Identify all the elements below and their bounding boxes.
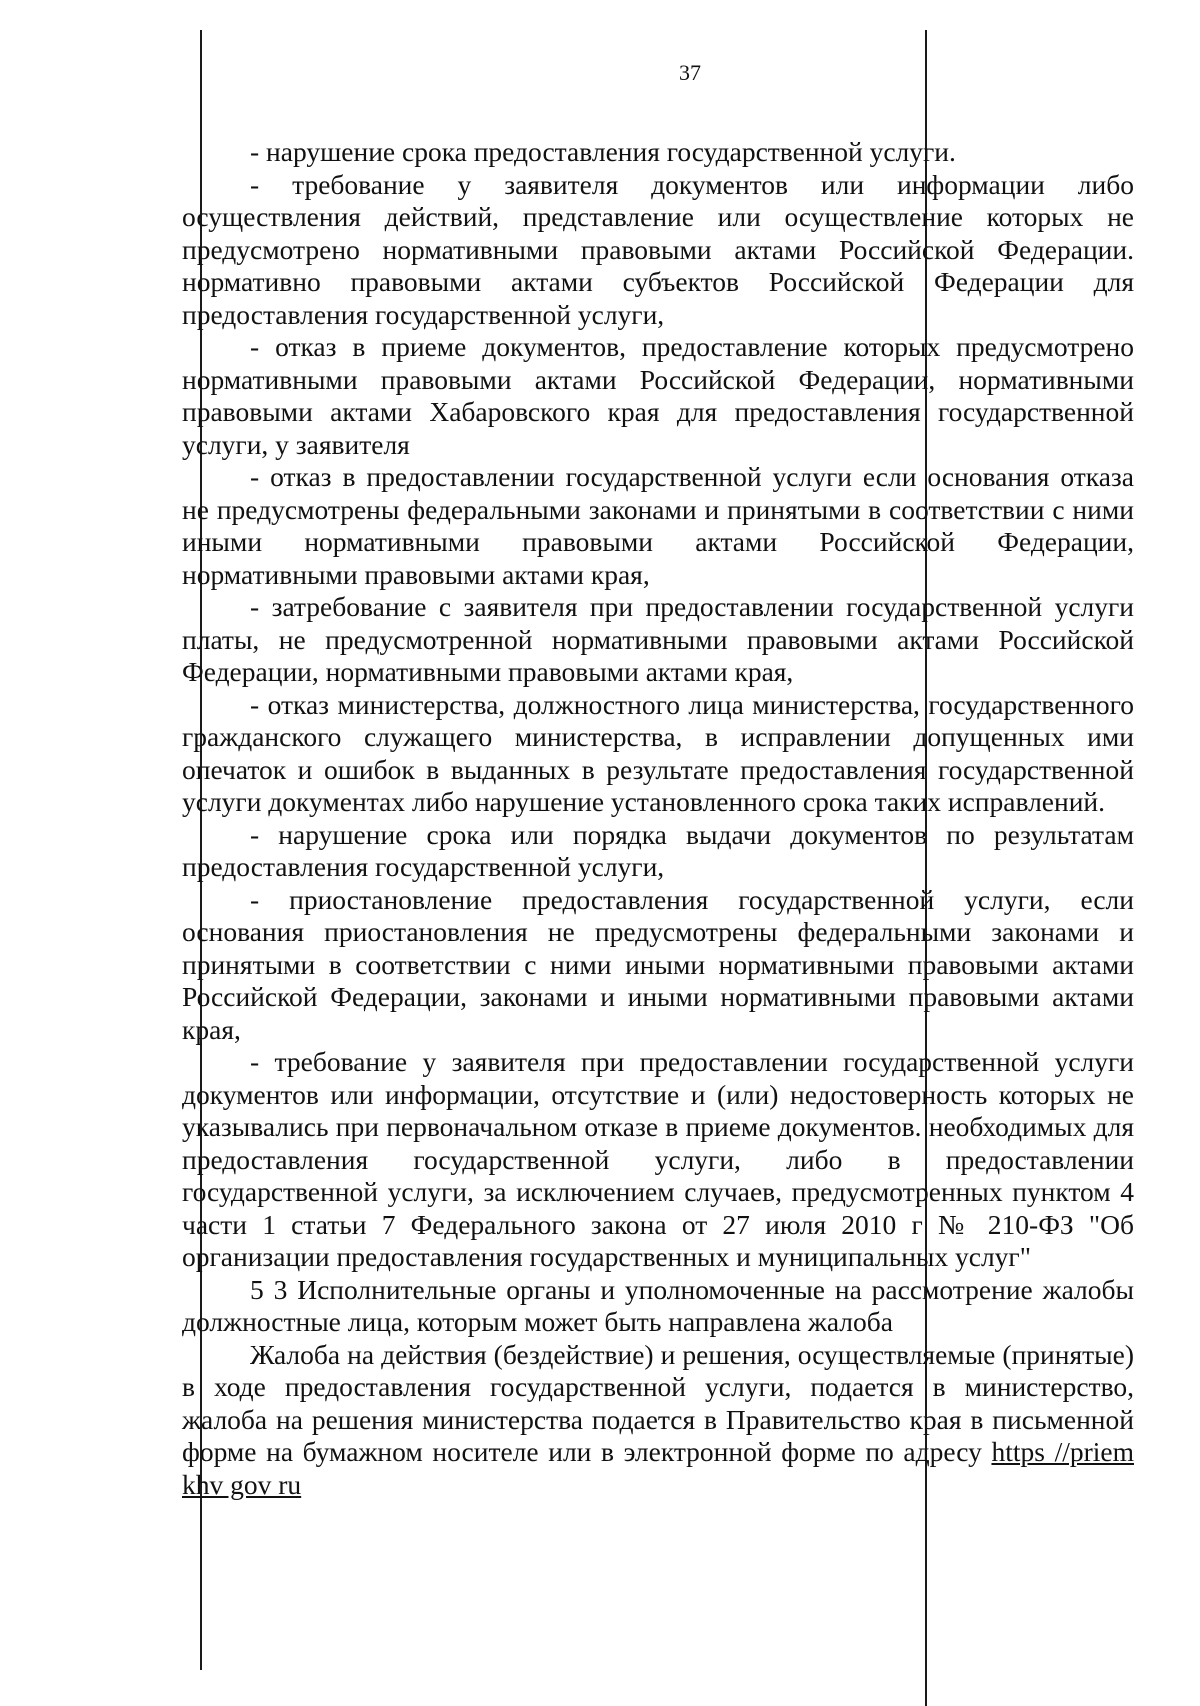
- paragraph-2: - требование у заявителя документов или информации либо осуществления действий, представление или осуществление которых не предусмотрено нормативными правовыми актами Российской Федерации. нормативно правовыми актами субъектов Российской Федерации для предоставления государственной услуги,: [182, 168, 1134, 330]
- paragraph-5: - затребование с заявителя при предоставлении государственной услуги платы, не предусмотренной нормативными правовыми актами Российской Федерации, нормативными правовыми актами края,: [182, 591, 1134, 687]
- paragraph-7: - нарушение срока или порядка выдачи документов по результатам предоставления государственной услуги,: [182, 818, 1134, 882]
- page-number: 37: [679, 60, 701, 85]
- document-body: [182, 136, 1134, 1501]
- paragraph-9: - требование у заявителя при предоставлении государственной услуги документов или информации, отсутствие и (или) недостоверность которых не указывались при первоначальном отказе в приеме документов. необходимых для предоставления государственной услуги, либо в предоставлении государственной услуги, за исключением случаев, предусмотренных пунктом 4 части 1 статьи 7 Федерального закона от 27 июля 2010 г № 210-ФЗ "Об организации предоставления государственных и муниципальных услуг": [182, 1046, 1134, 1272]
- paragraph-11-text: Жалоба на действия (бездействие) и решения, осуществляемые (принятые) в ходе предоставления государственной услуги, подается в министерство, жалоба на решения министерства подается в Правительство края в письменной форме на бумажном носителе или в электронной форме по адресу: [182, 1338, 1134, 1467]
- paragraph-10: 5 3 Исполнительные органы и уполномоченные на рассмотрение жалобы должностные лица, которым может быть направлена жалоба: [182, 1273, 1134, 1337]
- paragraph-1: - нарушение срока предоставления государственной услуги.: [250, 136, 956, 167]
- paragraph-4: - отказ в предоставлении государственной услуги если основания отказа не предусмотрены федеральными законами и принятыми в соответствии с ними иными нормативными правовыми актами Российской Федерации, нормативными правовыми актами края,: [182, 461, 1134, 590]
- paragraph-6: - отказ министерства, должностного лица министерства, государственного гражданского служащего министерства, в исправлении допущенных ими опечаток и ошибок в выданных в результате предоставления государственной услуги документах либо нарушение установленного срока таких исправлений.: [182, 688, 1134, 817]
- paragraph-11: [182, 1339, 1134, 1502]
- complaint-portal-link[interactable]: https //priem khv gov ru: [182, 1436, 1134, 1500]
- paragraph-3: - отказ в приеме документов, предоставление которых предусмотрено нормативными правовыми актами Российской Федерации, нормативными правовыми актами Хабаровского края для предоставления государственной услуги, у заявителя: [182, 331, 1134, 460]
- paragraph-8: - приостановление предоставления государственной услуги, если основания приостановления не предусмотрены федеральными законами и принятыми в соответствии с ними иными нормативными правовыми актами Российской Федерации, законами и иными нормативными правовыми актами края,: [182, 883, 1134, 1045]
